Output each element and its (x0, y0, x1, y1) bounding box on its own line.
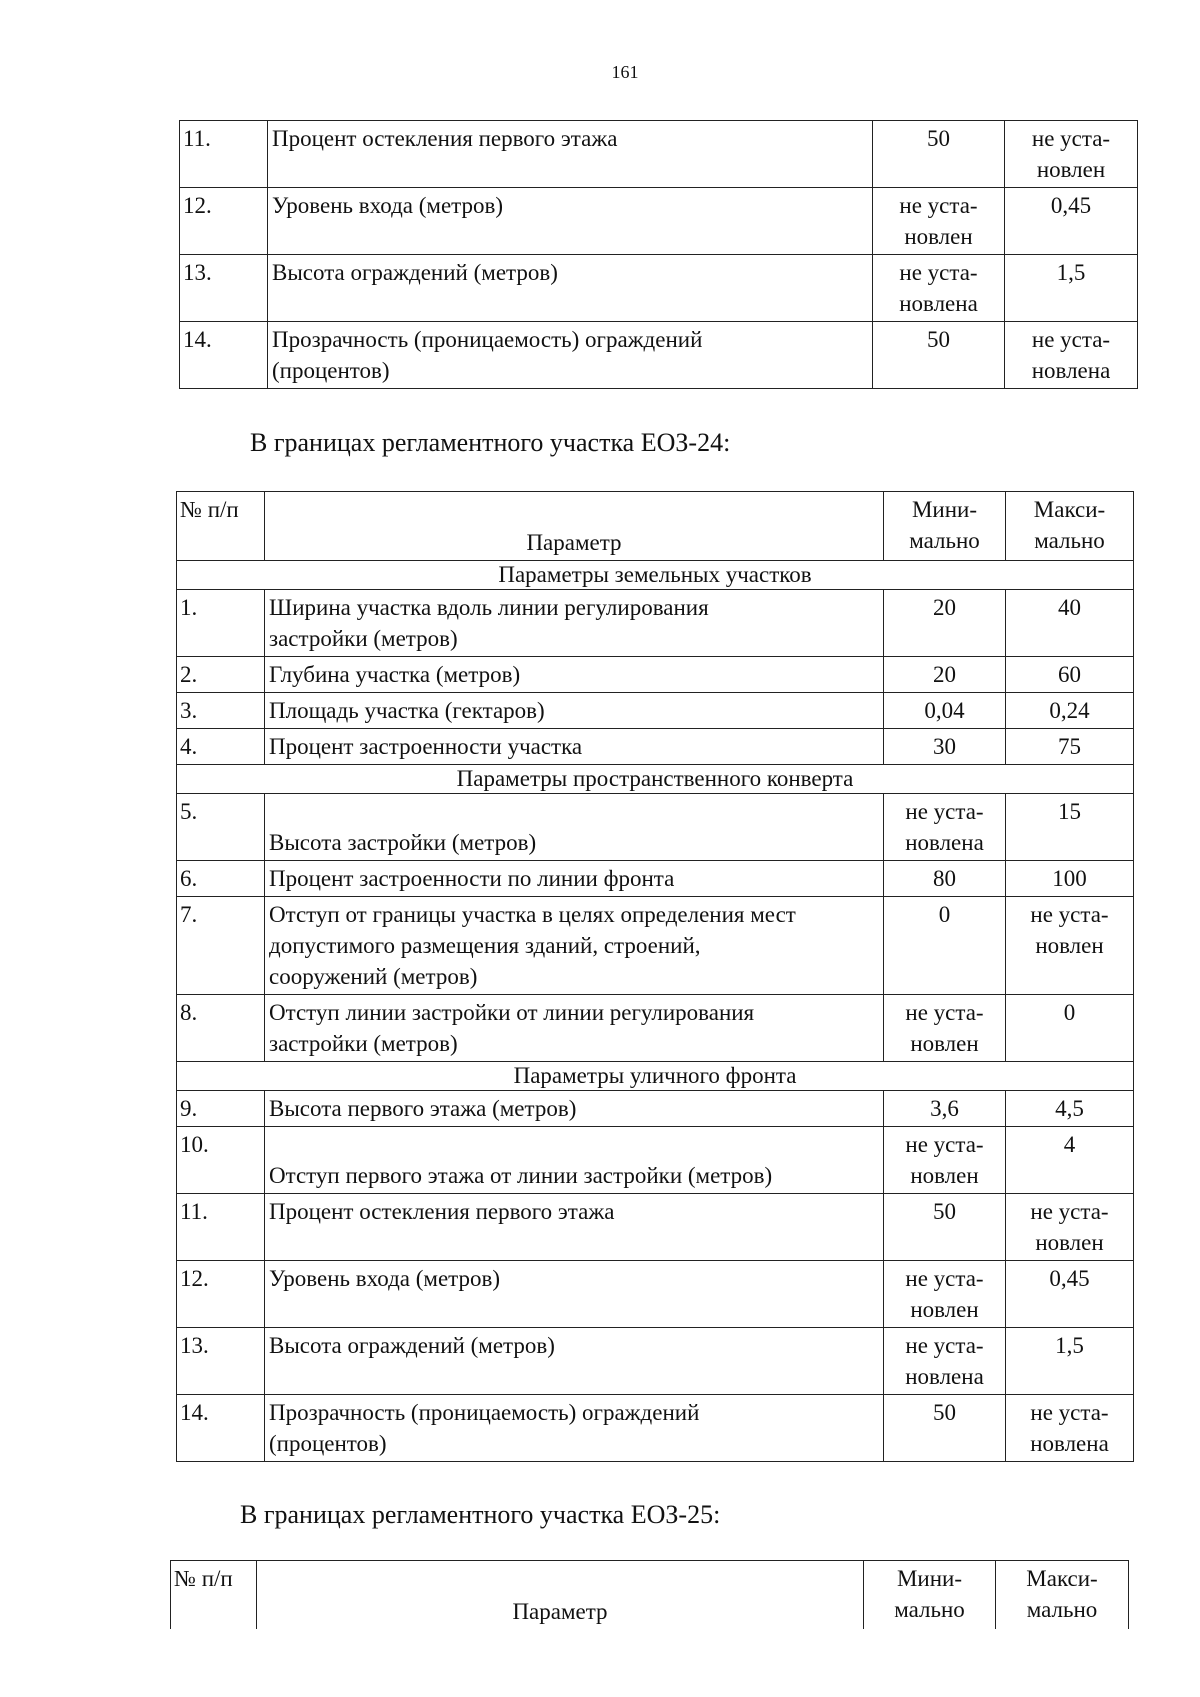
table-row (177, 1261, 1134, 1328)
heading-eoz-25: В границах регламентного участка ЕОЗ-25: (240, 1500, 721, 1529)
row-minimum: 30 (884, 729, 1006, 765)
table-row (177, 693, 1134, 729)
row-maximum: 100 (1006, 861, 1134, 897)
header-max: Макси- мально (1006, 492, 1134, 561)
row-parameter: Уровень входа (метров) (265, 1261, 884, 1328)
row-minimum: 0 (884, 897, 1006, 995)
row-number: 5. (177, 794, 265, 861)
table-row (177, 590, 1134, 657)
row-minimum: 20 (884, 657, 1006, 693)
heading-eoz-24: В границах регламентного участка ЕОЗ-24: (250, 428, 731, 457)
row-number: 9. (177, 1091, 265, 1127)
row-minimum: не уста- новлена (873, 255, 1005, 322)
row-number: 13. (177, 1328, 265, 1395)
header-param: Параметр (257, 1561, 864, 1630)
table-row (180, 322, 1138, 389)
row-minimum: 50 (873, 322, 1005, 389)
row-parameter: Процент застроенности по линии фронта (265, 861, 884, 897)
row-minimum: не уста- новлена (884, 794, 1006, 861)
table-row (180, 121, 1138, 188)
section-row (177, 561, 1134, 590)
row-number: 6. (177, 861, 265, 897)
row-parameter: Прозрачность (проницаемость) ограждений (процентов) (268, 322, 873, 389)
row-maximum: не уста- новлен (1005, 121, 1138, 188)
table-row (177, 794, 1134, 861)
row-maximum: 60 (1006, 657, 1134, 693)
row-parameter: Глубина участка (метров) (265, 657, 884, 693)
row-parameter: Высота застройки (метров) (265, 794, 884, 861)
row-maximum: 0 (1006, 995, 1134, 1062)
header-min: Мини- мально (864, 1561, 996, 1630)
row-number: 14. (177, 1395, 265, 1462)
row-maximum: не уста- новлена (1006, 1395, 1134, 1462)
row-maximum: 40 (1006, 590, 1134, 657)
row-number: 11. (177, 1194, 265, 1261)
row-parameter: Процент остекления первого этажа (268, 121, 873, 188)
row-parameter: Процент остекления первого этажа (265, 1194, 884, 1261)
row-maximum: 0,45 (1006, 1261, 1134, 1328)
header-min: Мини- мально (884, 492, 1006, 561)
row-parameter: Процент застроенности участка (265, 729, 884, 765)
section-title: Параметры уличного фронта (177, 1062, 1134, 1091)
row-parameter: Отступ линии застройки от линии регулирования застройки (метров) (265, 995, 884, 1062)
row-maximum: 75 (1006, 729, 1134, 765)
row-parameter: Прозрачность (проницаемость) ограждений (процентов) (265, 1395, 884, 1462)
row-minimum: 0,04 (884, 693, 1006, 729)
table-row (180, 188, 1138, 255)
row-parameter: Уровень входа (метров) (268, 188, 873, 255)
row-minimum: 50 (884, 1194, 1006, 1261)
page-number: 161 (611, 62, 639, 82)
table-row (177, 657, 1134, 693)
row-number: 4. (177, 729, 265, 765)
parameters-table-eoz-24 (176, 491, 1134, 1462)
row-number: 3. (177, 693, 265, 729)
row-parameter: Высота ограждений (метров) (265, 1328, 884, 1395)
row-number: 13. (180, 255, 268, 322)
row-minimum: 20 (884, 590, 1006, 657)
row-minimum: 80 (884, 861, 1006, 897)
row-maximum: 15 (1006, 794, 1134, 861)
row-parameter: Ширина участка вдоль линии регулирования застройки (метров) (265, 590, 884, 657)
row-number: 14. (180, 322, 268, 389)
row-maximum: 1,5 (1005, 255, 1138, 322)
table-row (177, 1194, 1134, 1261)
table-header-row (177, 492, 1134, 561)
section-row (177, 765, 1134, 794)
header-param: Параметр (265, 492, 884, 561)
row-parameter: Высота первого этажа (метров) (265, 1091, 884, 1127)
row-maximum: 4,5 (1006, 1091, 1134, 1127)
row-minimum: не уста- новлена (884, 1328, 1006, 1395)
section-title: Параметры пространственного конверта (177, 765, 1134, 794)
row-minimum: не уста- новлен (884, 1261, 1006, 1328)
row-number: 10. (177, 1127, 265, 1194)
table-row (177, 995, 1134, 1062)
row-number: 11. (180, 121, 268, 188)
row-number: 2. (177, 657, 265, 693)
row-number: 12. (177, 1261, 265, 1328)
parameters-table-continued (179, 120, 1138, 389)
row-maximum: 0,24 (1006, 693, 1134, 729)
row-number: 7. (177, 897, 265, 995)
row-maximum: не уста- новлен (1006, 1194, 1134, 1261)
table-row (177, 1127, 1134, 1194)
table-row (177, 1328, 1134, 1395)
header-num: № п/п (177, 492, 265, 561)
row-minimum: не уста- новлен (884, 995, 1006, 1062)
row-minimum: 50 (873, 121, 1005, 188)
row-maximum: не уста- новлена (1005, 322, 1138, 389)
parameters-table-eoz-25 (170, 1560, 1129, 1629)
row-maximum: 0,45 (1005, 188, 1138, 255)
row-number: 12. (180, 188, 268, 255)
table-header-row (171, 1561, 1129, 1630)
table-row (177, 1091, 1134, 1127)
row-maximum: 4 (1006, 1127, 1134, 1194)
row-minimum: 3,6 (884, 1091, 1006, 1127)
row-minimum: 50 (884, 1395, 1006, 1462)
section-title: Параметры земельных участков (177, 561, 1134, 590)
table-row (177, 897, 1134, 995)
table-row (177, 729, 1134, 765)
table-row (180, 255, 1138, 322)
row-number: 1. (177, 590, 265, 657)
row-parameter: Отступ от границы участка в целях определения мест допустимого размещения зданий, строений, сооружений (метров) (265, 897, 884, 995)
header-num: № п/п (171, 1561, 257, 1630)
row-minimum: не уста- новлен (884, 1127, 1006, 1194)
row-minimum: не уста- новлен (873, 188, 1005, 255)
row-parameter: Отступ первого этажа от линии застройки (метров) (265, 1127, 884, 1194)
row-parameter: Площадь участка (гектаров) (265, 693, 884, 729)
header-max: Макси- мально (996, 1561, 1129, 1630)
row-maximum: не уста- новлен (1006, 897, 1134, 995)
table-row (177, 861, 1134, 897)
row-parameter: Высота ограждений (метров) (268, 255, 873, 322)
row-number: 8. (177, 995, 265, 1062)
section-row (177, 1062, 1134, 1091)
table-row (177, 1395, 1134, 1462)
row-maximum: 1,5 (1006, 1328, 1134, 1395)
